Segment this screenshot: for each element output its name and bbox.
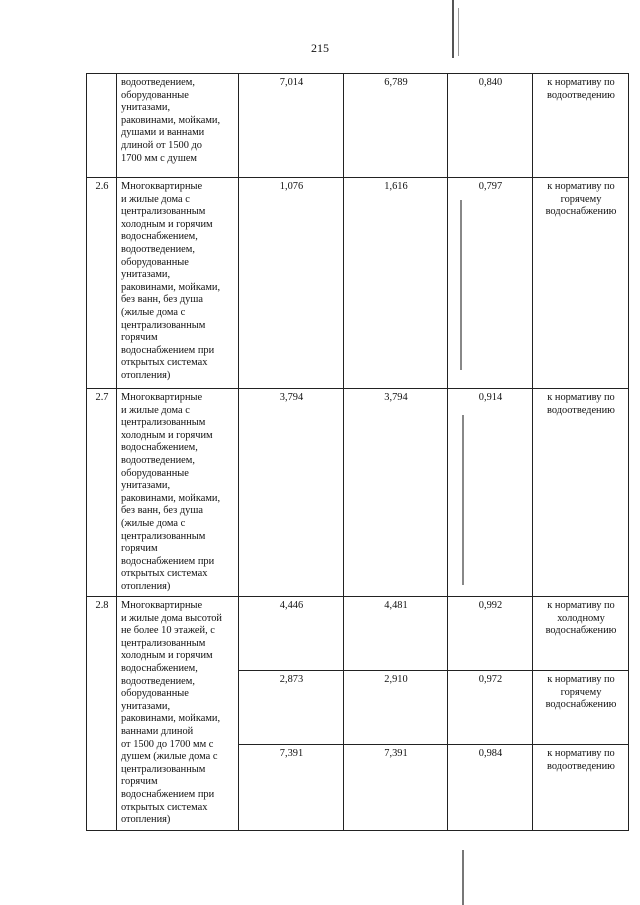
- row-description: водоотведением, оборудованные унитазами, раковинами, мойками, душами и ваннами длиной от 1500 до 1700 мм с душем: [117, 74, 239, 178]
- page-number: 215: [311, 41, 329, 55]
- row-description: Многоквартирные и жилые дома с централизованным холодным и горячим водоснабжением, водоотведением, оборудованные унитазами, раковинами, мойками, без ванн, без душа (жилые дома с централизованным горячим водоснабжением при открытых системах отопления): [117, 178, 239, 389]
- row-note: к нормативу по горячему водоснабжению: [533, 671, 629, 745]
- scan-artifact: [452, 0, 454, 58]
- table-row: [87, 74, 629, 178]
- table-row: [87, 389, 629, 597]
- value-1: 7,014: [239, 74, 344, 178]
- row-number: 2.6: [87, 178, 117, 389]
- value-2: 7,391: [344, 745, 448, 831]
- table-row: [87, 178, 629, 389]
- value-3: 0,840: [448, 74, 533, 178]
- value-1: 2,873: [239, 671, 344, 745]
- value-3: 0,972: [448, 671, 533, 745]
- value-3: 0,992: [448, 597, 533, 671]
- value-1: 1,076: [239, 178, 344, 389]
- value-3: 0,797: [448, 178, 533, 389]
- row-note: к нормативу по водоотведению: [533, 745, 629, 831]
- table-row: [87, 597, 629, 671]
- value-3: 0,984: [448, 745, 533, 831]
- scan-artifact: [462, 415, 464, 585]
- value-1: 7,391: [239, 745, 344, 831]
- value-1: 3,794: [239, 389, 344, 597]
- value-2: 3,794: [344, 389, 448, 597]
- row-note: к нормативу по водоотведению: [533, 389, 629, 597]
- value-2: 1,616: [344, 178, 448, 389]
- value-1: 4,446: [239, 597, 344, 671]
- row-description: Многоквартирные и жилые дома с централизованным холодным и горячим водоснабжением, водоотведением, оборудованные унитазами, раковинами, мойками, без ванн, без душа (жилые дома с централизованным горячим водоснабжением при открытых системах отопления): [117, 389, 239, 597]
- value-2: 6,789: [344, 74, 448, 178]
- row-number: [87, 74, 117, 178]
- row-number: 2.8: [87, 597, 117, 831]
- value-2: 4,481: [344, 597, 448, 671]
- row-number: 2.7: [87, 389, 117, 597]
- scan-artifact: [458, 8, 459, 56]
- tariff-table: [86, 73, 629, 831]
- scan-artifact: [462, 850, 464, 905]
- row-note: к нормативу по холодному водоснабжению: [533, 597, 629, 671]
- row-note: к нормативу по водоотведению: [533, 74, 629, 178]
- row-note: к нормативу по горячему водоснабжению: [533, 178, 629, 389]
- value-2: 2,910: [344, 671, 448, 745]
- scan-artifact: [460, 200, 462, 370]
- value-3: 0,914: [448, 389, 533, 597]
- row-description: Многоквартирные и жилые дома высотой не более 10 этажей, с централизованным холодным и горячим водоснабжением, водоотведением, оборудованные унитазами, раковинами, мойками, ваннами длиной от 1500 до 1700 мм с душем (жилые дома с централизованным горячим водоснабжением при открытых системах отопления): [117, 597, 239, 831]
